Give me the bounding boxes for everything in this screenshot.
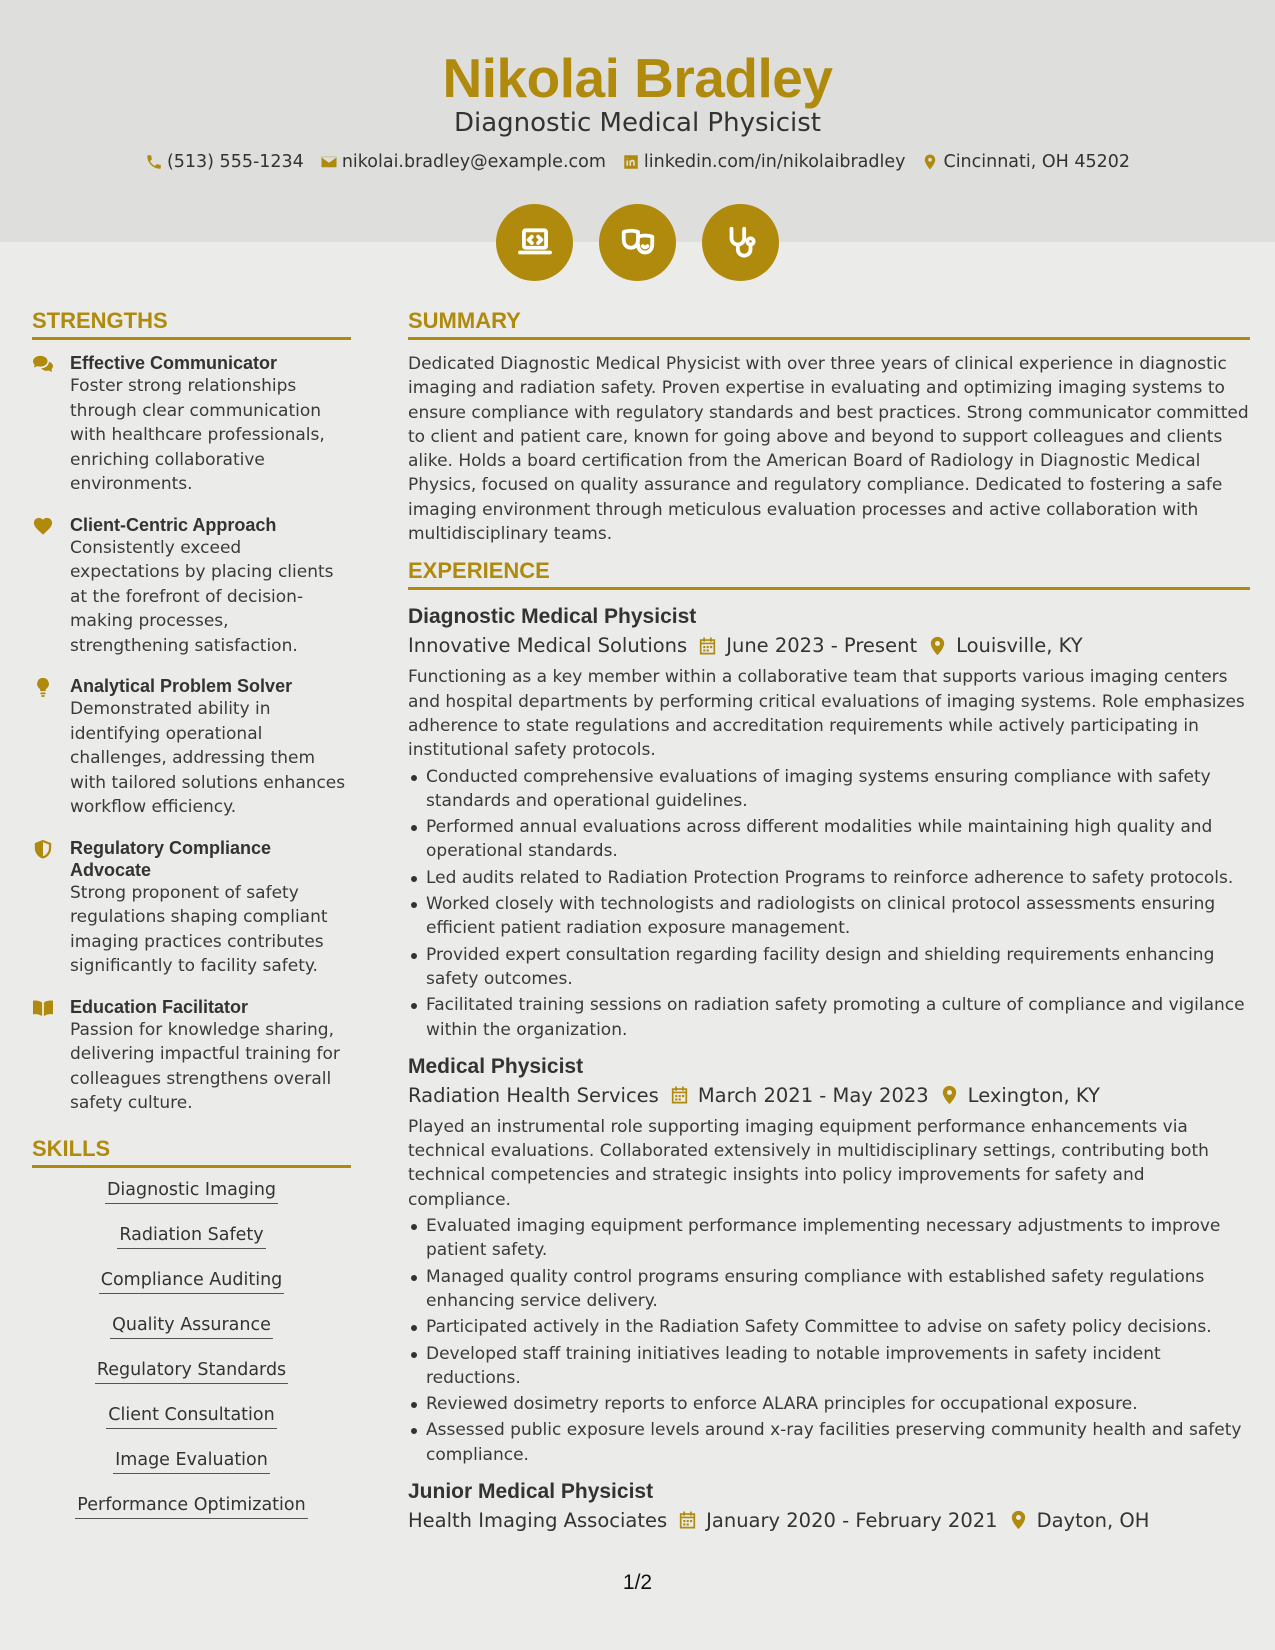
job-dates: January 2020 - February 2021	[706, 1508, 998, 1532]
strength-item	[32, 837, 351, 979]
job-dates: March 2021 - May 2023	[697, 1083, 929, 1107]
job-bullet: Evaluated imaging equipment performance implementing necessary adjustments to improve patient safety.	[408, 1214, 1250, 1263]
contact-linkedin-text: linkedin.com/in/nikolaibradley	[643, 152, 906, 172]
skill-item	[32, 1450, 351, 1479]
job-bullets	[408, 765, 1250, 1042]
job-location: Lexington, KY	[967, 1083, 1100, 1107]
strength-desc: Passion for knowledge sharing, delivering impactful training for colleagues strengthens overall safety culture.	[70, 1019, 340, 1113]
job-bullet: Developed staff training initiatives leading to notable improvements in safety incident reductions.	[408, 1342, 1250, 1391]
skill-item	[32, 1495, 351, 1524]
strength-item	[32, 514, 351, 659]
job-bullet: Participated actively in the Radiation Safety Committee to advise on safety policy decisions.	[408, 1315, 1250, 1339]
stethoscope-badge	[702, 204, 779, 281]
skill-label: Client Consultation	[106, 1405, 276, 1429]
laptop-code-icon	[516, 224, 554, 262]
skill-label: Diagnostic Imaging	[105, 1180, 278, 1204]
skill-label: Compliance Auditing	[99, 1270, 285, 1294]
strength-desc: Strong proponent of safety regulations shaping compliant imaging practices contributes significantly to facility safety.	[70, 882, 328, 976]
strengths-heading: STRENGTHS	[32, 308, 351, 340]
job-dates: June 2023 - Present	[726, 634, 918, 658]
contact-location	[921, 152, 1130, 172]
candidate-title: Diagnostic Medical Physicist	[453, 108, 822, 138]
job-entry	[408, 1477, 1250, 1532]
job-bullet: Facilitated training sessions on radiation safety promoting a culture of compliance and vigilance within the organization.	[408, 993, 1250, 1042]
phone-icon	[145, 153, 163, 171]
job-meta	[408, 1084, 1250, 1107]
location-icon	[941, 1085, 958, 1105]
skills-heading: SKILLS	[32, 1136, 351, 1168]
job-company: Health Imaging Associates	[408, 1508, 668, 1532]
strength-desc: Foster strong relationships through clear communication with healthcare professionals, enriching collaborative environments.	[70, 376, 325, 494]
skill-item	[32, 1315, 351, 1344]
masks-badge	[599, 204, 676, 281]
job-entry	[408, 1052, 1250, 1467]
location-icon	[1010, 1510, 1027, 1530]
job-bullet: Performed annual evaluations across different modalities while maintaining high quality and operational standards.	[408, 815, 1250, 864]
skill-item	[32, 1270, 351, 1299]
candidate-name: Nikolai Bradley	[442, 47, 833, 109]
job-company: Radiation Health Services	[408, 1083, 659, 1107]
left-column	[32, 308, 351, 1540]
strength-title: Education Facilitator	[70, 996, 249, 1017]
job-entry	[408, 602, 1250, 1041]
strength-title: Effective Communicator	[70, 353, 278, 373]
summary-heading: SUMMARY	[408, 308, 1250, 340]
strength-title: Client-Centric Approach	[70, 514, 277, 535]
experience-heading: EXPERIENCE	[408, 558, 1250, 590]
job-bullet: Managed quality control programs ensuring compliance with established safety regulations enhancing service delivery.	[408, 1265, 1250, 1314]
laptop-code-badge	[496, 204, 573, 281]
skill-item	[32, 1360, 351, 1389]
linkedin-icon	[622, 153, 640, 171]
job-description: Functioning as a key member within a collaborative team that supports various imaging centers and hospital departments by performing critical evaluations of imaging systems. Role emphasizes adherence to state regulations and accreditation requirements while actively participating in institutional safety protocols.	[408, 667, 1245, 761]
strength-item	[32, 352, 351, 497]
contact-email[interactable]	[320, 152, 606, 172]
email-icon	[320, 153, 338, 171]
strength-item	[32, 675, 351, 820]
job-bullet: Assessed public exposure levels around x-ray facilities preserving community health and safety compliance.	[408, 1418, 1250, 1467]
page-number: 1/2	[622, 1571, 653, 1594]
stethoscope-icon	[722, 224, 760, 262]
job-description: Played an instrumental role supporting imaging equipment performance enhancements via technical evaluations. Collaborated extensively in multidisciplinary settings, contributing both technical competencies and strategic insights into policy improvements for safety and compliance.	[408, 1116, 1209, 1210]
job-bullets	[408, 1214, 1250, 1467]
skill-item	[32, 1225, 351, 1254]
comments-icon	[32, 354, 54, 374]
lightbulb-icon	[32, 677, 54, 697]
job-title: Junior Medical Physicist	[408, 1479, 654, 1503]
job-bullet: Reviewed dosimetry reports to enforce ALARA principles for occupational exposure.	[408, 1392, 1250, 1416]
job-meta	[408, 1509, 1250, 1532]
calendar-icon	[699, 636, 716, 656]
book-icon	[32, 998, 54, 1018]
summary-text: Dedicated Diagnostic Medical Physicist with over three years of clinical experience in diagnostic imaging and radiation safety. Proven expertise in evaluating and optimizing imaging systems to ensure compliance with regulatory standards and best practices. Strong communicator committed to client and patient care, known for going above and beyond to support colleagues and clients alike. Holds a board certification from the American Board of Radiology in Diagnostic Medical Physics, focused on quality assurance and regulatory compliance. Dedicated to fostering a safe imaging environment through meticulous evaluation processes and active collaboration with multidisciplinary teams.	[408, 354, 1249, 545]
job-title: Diagnostic Medical Physicist	[408, 605, 697, 629]
job-location: Dayton, OH	[1036, 1508, 1150, 1532]
right-column	[408, 308, 1250, 1540]
location-icon	[921, 153, 939, 171]
skill-label: Quality Assurance	[110, 1315, 273, 1339]
heart-icon	[32, 516, 54, 536]
skill-label: Radiation Safety	[117, 1225, 265, 1249]
location-icon	[929, 636, 946, 656]
job-title: Medical Physicist	[408, 1054, 584, 1078]
strength-title: Regulatory Compliance Advocate	[70, 837, 272, 880]
strength-desc: Consistently exceed expectations by placing clients at the forefront of decision-making processes, strengthening satisfaction.	[70, 537, 334, 656]
contact-location-text: Cincinnati, OH 45202	[943, 152, 1131, 172]
job-location: Louisville, KY	[956, 634, 1083, 658]
contact-email-text: nikolai.bradley@example.com	[341, 152, 606, 172]
job-company: Innovative Medical Solutions	[408, 634, 688, 658]
strength-title: Analytical Problem Solver	[70, 676, 293, 696]
shield-icon	[32, 839, 54, 859]
skill-label: Image Evaluation	[113, 1450, 270, 1474]
job-bullet: Worked closely with technologists and radiologists on clinical protocol assessments ensuring efficient patient radiation exposure management.	[408, 892, 1250, 941]
job-bullet: Conducted comprehensive evaluations of imaging systems ensuring compliance with safety standards and operational guidelines.	[408, 765, 1250, 814]
skill-label: Performance Optimization	[75, 1495, 307, 1519]
job-bullet: Provided expert consultation regarding facility design and shielding requirements enhancing safety outcomes.	[408, 943, 1250, 992]
job-bullet: Led audits related to Radiation Protection Programs to reinforce adherence to safety protocols.	[408, 866, 1250, 890]
badge-row	[0, 204, 1275, 281]
contact-bar	[0, 152, 1275, 172]
masks-icon	[619, 224, 657, 262]
calendar-icon	[679, 1510, 696, 1530]
skills-list	[32, 1180, 351, 1524]
contact-phone	[145, 152, 304, 172]
strength-item	[32, 996, 351, 1116]
calendar-icon	[671, 1085, 688, 1105]
skill-label: Regulatory Standards	[95, 1360, 288, 1384]
contact-phone-text: (513) 555-1234	[166, 152, 304, 172]
job-meta	[408, 634, 1250, 657]
contact-linkedin[interactable]	[622, 152, 906, 172]
skill-item	[32, 1180, 351, 1209]
strength-desc: Demonstrated ability in identifying operational challenges, addressing them with tailored solutions enhances workflow efficiency.	[70, 699, 346, 817]
skill-item	[32, 1405, 351, 1434]
